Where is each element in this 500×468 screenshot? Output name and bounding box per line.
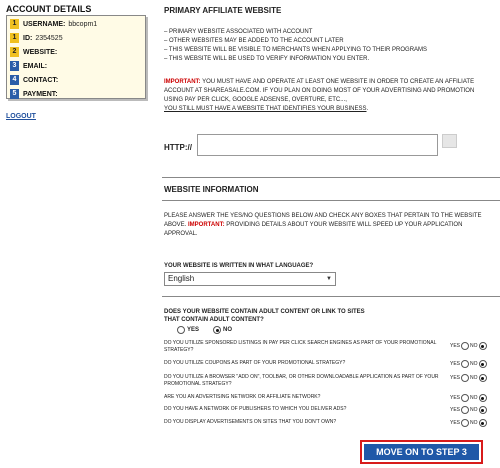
- chevron-down-icon: ▼: [326, 276, 332, 282]
- radio-selected-icon[interactable]: [479, 394, 487, 402]
- adult-no-option[interactable]: [213, 326, 232, 334]
- language-value: English: [168, 274, 195, 283]
- account-row-username: [10, 18, 97, 30]
- account-row-email: [10, 60, 47, 72]
- account-label: WEBSITE:: [23, 48, 58, 56]
- intro-rest: PROVIDING DETAILS ABOUT YOUR WEBSITE WILL SPEED UP YOUR APPLICATION APPROVAL.: [164, 222, 463, 237]
- yes-label: YES: [450, 394, 461, 401]
- http-label: HTTP://: [164, 143, 192, 152]
- account-label: ID:: [23, 34, 33, 42]
- account-label: EMAIL:: [23, 62, 48, 70]
- radio-icon[interactable]: [461, 374, 469, 382]
- question-text: ARE YOU AN ADVERTISING NETWORK OR AFFILIATE NETWORK?: [164, 394, 321, 400]
- radio-selected-icon[interactable]: [479, 374, 487, 382]
- primary-bullets: [164, 28, 427, 64]
- question-text: DO YOU UTILIZE SPONSORED LISTINGS IN PAY PER CLICK SEARCH ENGINES AS PART OF YOUR PROMOTIONAL STRATEGY?: [164, 340, 437, 353]
- question-answer: [450, 374, 488, 382]
- question-answer: [450, 360, 488, 368]
- step-badge: 5: [10, 89, 19, 99]
- main-content: [155, 0, 500, 468]
- no-label: NO: [470, 406, 478, 413]
- no-label: NO: [223, 327, 233, 333]
- important-notice: [164, 78, 494, 114]
- radio-icon[interactable]: [461, 394, 469, 402]
- question-text: DO YOU HAVE A NETWORK OF PUBLISHERS TO WHICH YOU DELIVER ADS?: [164, 406, 347, 412]
- radio-icon[interactable]: [461, 406, 469, 414]
- no-label: NO: [470, 374, 478, 381]
- no-label: NO: [470, 394, 478, 401]
- website-url-input[interactable]: [197, 134, 438, 156]
- step-badge: 3: [10, 61, 19, 71]
- primary-website-title: PRIMARY AFFILIATE WEBSITE: [164, 6, 282, 15]
- radio-selected-icon[interactable]: [479, 419, 487, 427]
- question-row: [164, 419, 494, 431]
- radio-icon[interactable]: [177, 326, 185, 334]
- account-row-website: [10, 46, 57, 58]
- important-underline: YOU STILL MUST HAVE A WEBSITE THAT IDENTIFIES YOUR BUSINESS: [164, 106, 367, 112]
- bullet-item: – THIS WEBSITE WILL BE VISIBLE TO MERCHANTS WHEN APPLYING TO THEIR PROGRAMS: [164, 47, 428, 53]
- step-badge: 4: [10, 75, 19, 85]
- question-answer: [450, 342, 488, 350]
- question-row: [164, 374, 494, 392]
- yes-label: YES: [450, 419, 461, 426]
- adult-yes-option[interactable]: [177, 326, 199, 334]
- no-label: NO: [470, 342, 478, 349]
- language-select[interactable]: [164, 272, 336, 286]
- question-text: DO YOU DISPLAY ADVERTISEMENTS ON SITES THAT YOU DON'T OWN?: [164, 419, 337, 425]
- divider: [162, 177, 500, 178]
- important-label: IMPORTANT:: [164, 79, 201, 85]
- account-details-title: ACCOUNT DETAILS: [6, 4, 92, 14]
- step-badge: 1: [10, 33, 19, 43]
- important-end: .: [366, 106, 369, 112]
- yes-label: YES: [450, 360, 461, 367]
- radio-selected-icon[interactable]: [479, 342, 487, 350]
- adult-content-question: [164, 308, 365, 324]
- bullet-item: – OTHER WEBSITES MAY BE ADDED TO THE ACCOUNT LATER: [164, 38, 344, 44]
- yes-label: YES: [450, 342, 461, 349]
- bullet-item: – PRIMARY WEBSITE ASSOCIATED WITH ACCOUNT: [164, 29, 313, 35]
- account-row-contact: [10, 74, 58, 86]
- radio-icon[interactable]: [461, 419, 469, 427]
- account-row-id: [10, 32, 63, 44]
- step-badge: 2: [10, 47, 19, 57]
- question-answer: [450, 419, 488, 427]
- account-label: CONTACT:: [23, 76, 59, 84]
- language-label: YOUR WEBSITE IS WRITTEN IN WHAT LANGUAGE?: [164, 263, 314, 269]
- no-label: NO: [470, 419, 478, 426]
- question-row: [164, 394, 494, 406]
- radio-selected-icon[interactable]: [213, 326, 221, 334]
- question-row: [164, 340, 494, 358]
- adult-content-options: [177, 326, 246, 334]
- radio-icon[interactable]: [461, 342, 469, 350]
- divider: [162, 296, 500, 297]
- bullet-item: – THIS WEBSITE WILL BE USED TO VERIFY INFORMATION YOU ENTER.: [164, 56, 370, 62]
- website-information-title: WEBSITE INFORMATION: [164, 185, 259, 194]
- radio-selected-icon[interactable]: [479, 360, 487, 368]
- logout-link[interactable]: LOGOUT: [6, 113, 36, 120]
- yes-label: YES: [187, 327, 200, 333]
- question-answer: [450, 406, 488, 414]
- adult-question-line: THAT CONTAIN ADULT CONTENT?: [164, 317, 264, 323]
- account-label: USERNAME:: [23, 20, 66, 28]
- question-answer: [450, 394, 488, 402]
- url-field-button[interactable]: [442, 134, 457, 148]
- question-row: [164, 360, 494, 372]
- no-label: NO: [470, 360, 478, 367]
- move-on-step3-button[interactable]: MOVE ON TO STEP 3: [364, 444, 479, 460]
- account-row-payment: [10, 88, 58, 100]
- step-badge: 1: [10, 19, 19, 29]
- info-intro: [164, 212, 494, 239]
- account-value: bbcopm1: [68, 20, 98, 28]
- question-text: DO YOU UTILIZE COUPONS AS PART OF YOUR PROMOTIONAL STRATEGY?: [164, 360, 346, 366]
- intro-important-label: IMPORTANT:: [188, 222, 225, 228]
- account-details-box: [6, 15, 146, 99]
- radio-selected-icon[interactable]: [479, 406, 487, 414]
- yes-label: YES: [450, 374, 461, 381]
- radio-icon[interactable]: [461, 360, 469, 368]
- yes-label: YES: [450, 406, 461, 413]
- question-row: [164, 406, 494, 418]
- adult-question-line: DOES YOUR WEBSITE CONTAIN ADULT CONTENT OR LINK TO SITES: [164, 309, 365, 315]
- account-value: 2354525: [35, 34, 63, 42]
- intro-text: PLEASE ANSWER THE YES/NO QUESTIONS BELOW AND CHECK ANY BOXES THAT PERTAIN TO THE WEBSITE ABOVE.: [164, 213, 482, 228]
- move-on-step3-highlight: [360, 440, 483, 464]
- account-label: PAYMENT:: [23, 90, 58, 98]
- divider: [162, 200, 500, 201]
- important-text: YOU MUST HAVE AND OPERATE AT LEAST ONE WEBSITE IN ORDER TO CREATE AN AFFILIATE ACCOUNT AT SHAREASALE.COM. IF YOU PLAN ON DOING MOST OF YOUR ADVERTISING AND PROMOTION USING PAY PER CLICK, GOOGLE ADSENSE, OVERTURE, ETC...,: [164, 79, 475, 103]
- question-text: DO YOU UTILIZE A BROWSER "ADD ON", TOOLBAR, OR OTHER DOWNLOADABLE APPLICATION AS PART OF YOUR PROMOTIONAL STRATEGY?: [164, 374, 439, 387]
